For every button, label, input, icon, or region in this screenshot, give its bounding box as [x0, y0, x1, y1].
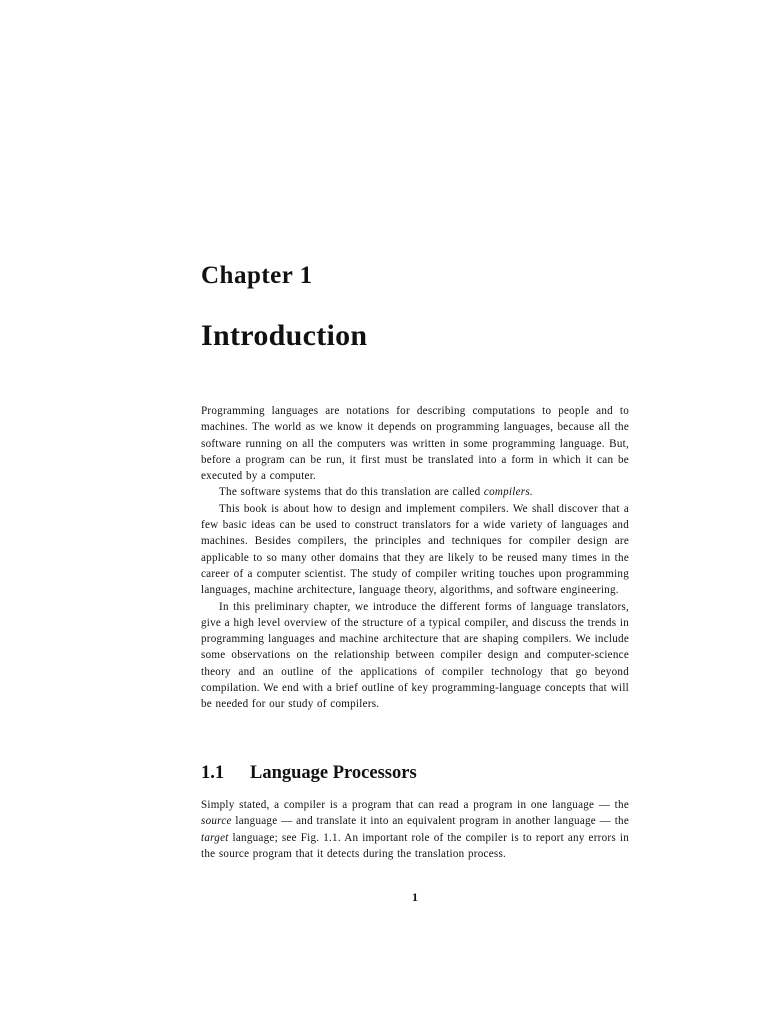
term-target: target [201, 831, 229, 844]
section-body [201, 797, 629, 862]
chapter-title: Introduction [201, 319, 368, 352]
intro-paragraph-1: Programming languages are notations for describing computations to people and to machines. The world as we know it depends on programming languages, because all the software running on all the computers was written in some programming language. But, before a program can be run, it first must be translated into a form in which it can be executed by a computer. [201, 405, 629, 483]
section-text-1: Simply stated, a compiler is a program that can read a program in one language — the [201, 799, 629, 811]
intro-paragraph-2-text: The software systems that do this translation are called [219, 486, 484, 499]
intro-paragraph-4: In this preliminary chapter, we introduce the different forms of language translators, give a high level overview of the structure of a typical compiler, and discuss the trends in programming languages and machine architecture that are shaping compilers. We include some observations on the relationship between compiler design and computer-science theory and an outline of the applications of compiler technology that go beyond compilation. We end with a brief outline of key programming-language concepts that will be needed for our study of compilers. [201, 600, 629, 711]
section-title: Language Processors [250, 763, 417, 783]
intro-paragraph-3: This book is about how to design and implement compilers. We shall discover that a few basic ideas can be used to construct translators for a wide variety of languages and machines. Besides compilers, the principles and techniques for compiler design are applicable to so many other domains that they are likely to be reused many times in the career of a computer scientist. The study of compiler writing touches upon programming languages, machine architecture, language theory, algorithms, and software engineering. [201, 502, 629, 597]
term-source: source [201, 815, 232, 828]
section-paragraph-1 [201, 797, 629, 862]
chapter-label: Chapter 1 [201, 262, 313, 289]
term-compilers: compilers. [483, 486, 533, 499]
intro-paragraph-2 [201, 484, 629, 500]
section-number: 1.1 [201, 763, 225, 783]
page-number: 1 [412, 890, 418, 904]
intro-text [201, 403, 629, 713]
section-heading [201, 760, 417, 786]
section-text-3: language; see Fig. 1.1. An important role of the compiler is to report any errors in the source program that it detects during the translation process. [201, 831, 629, 860]
section-text-2: language — and translate it into an equivalent program in another language — the [231, 815, 629, 828]
